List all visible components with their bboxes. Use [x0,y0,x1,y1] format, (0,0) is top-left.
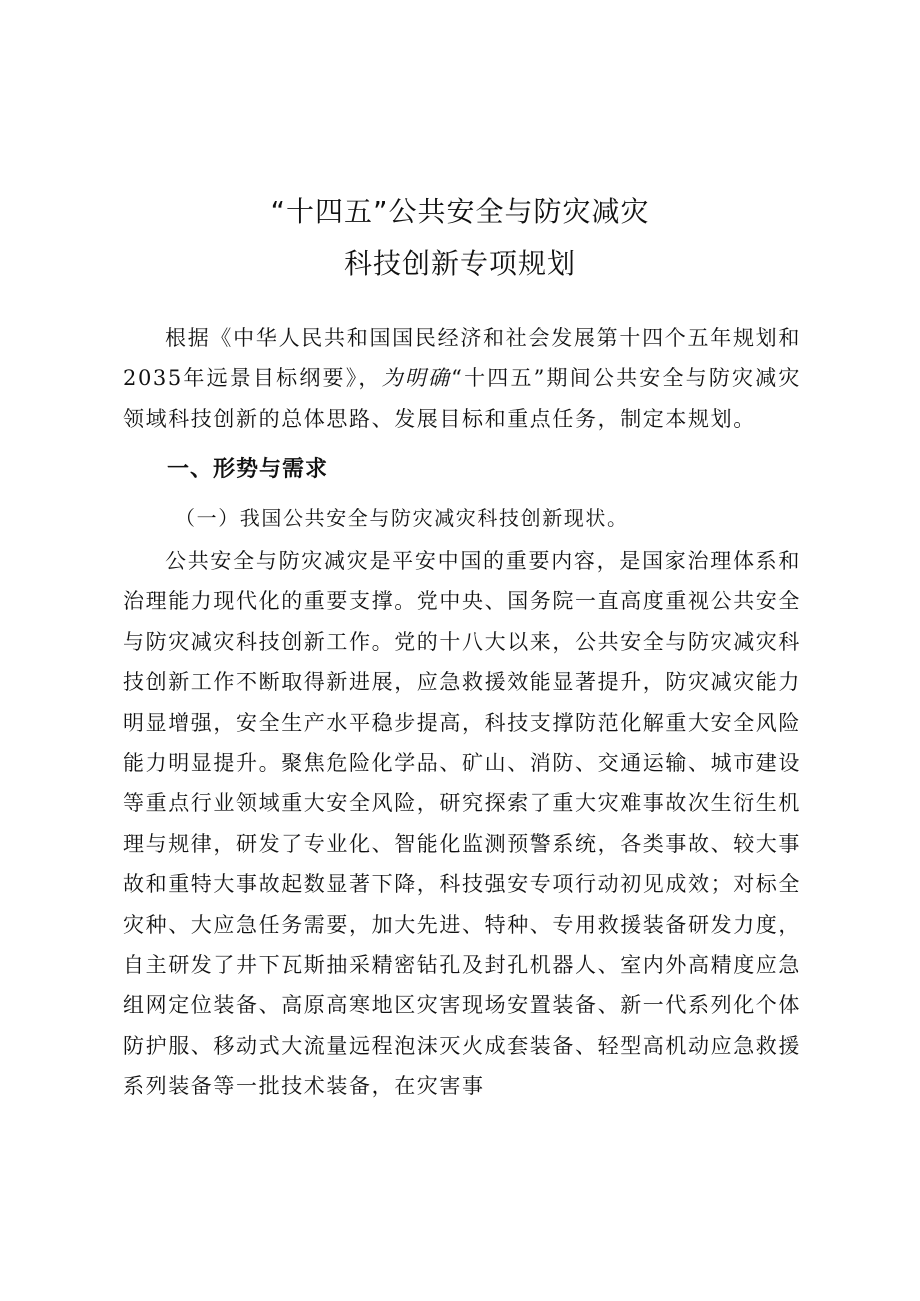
subsection-heading: （一）我国公共安全与防灾减灾科技创新现状。 [175,506,629,530]
document-title-line-2: 科技创新专项规划 [343,247,576,280]
intro-text-part-1: 根据《中华人民共和国国民经济和社会发展第十四个五年规划和2035年远景目标纲要》， [123,326,801,391]
intro-text-part-3: “十四五”期间公共安全与防灾减灾领域科技创新的总体思路、发展目标和重点任务，制定本规划。 [123,366,801,431]
body-paragraph [123,541,801,1107]
intro-paragraph [123,318,801,439]
intro-text-italic: 为明确 [381,366,452,391]
document-title-line-1: “十四五”公共安全与防灾减灾 [270,195,650,228]
body-paragraph-text: 公共安全与防灾减灾是平安中国的重要内容，是国家治理体系和治理能力现代化的重要支撑。党中央、国务院一直高度重视公共安全与防灾减灾科技创新工作。党的十八大以来，公共安全与防灾减灾科技创新工作不断取得新进展，应急救援效能显著提升，防灾减灾能力明显增强，安全生产水平稳步提高，科技支撑防范化解重大安全风险能力明显提升。聚焦危险化学品、矿山、消防、交通运输、城市建设等重点行业领域重大安全风险，研究探索了重大灾难事故次生衍生机理与规律，研发了专业化、智能化监测预警系统，各类事故、较大事故和重特大事故起数显著下降，科技强安专项行动初见成效；对标全灾种、大应急任务需要，加大先进、特种、专用救援装备研发力度，自主研发了井下瓦斯抽采精密钻孔及封孔机器人、室内外高精度应急组网定位装备、高原高寒地区灾害现场安置装备、新一代系列化个体防护服、移动式大流量远程泡沫灭火成套装备、轻型高机动应急救援系列装备等一批技术装备，在灾害事 [123,549,801,1099]
section-heading: 一、形势与需求 [167,457,329,482]
